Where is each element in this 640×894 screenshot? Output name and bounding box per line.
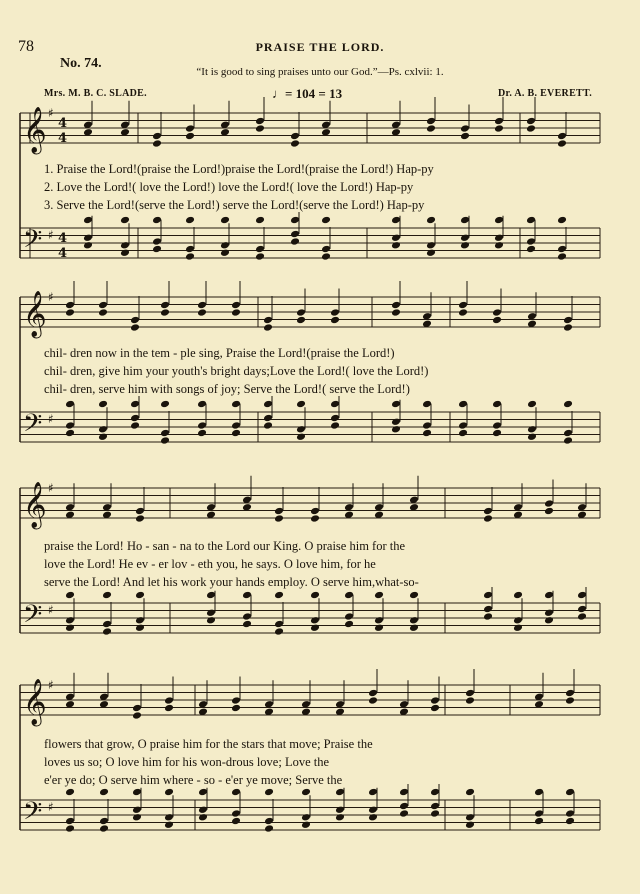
note-head <box>130 323 140 332</box>
note-head <box>296 308 306 317</box>
note-head <box>458 308 468 317</box>
note-head <box>465 689 475 698</box>
note-head <box>330 316 340 325</box>
note-head <box>492 316 502 325</box>
note-head <box>102 591 112 600</box>
note-head <box>255 216 265 225</box>
note-head <box>460 233 470 242</box>
note-head <box>83 233 93 242</box>
note-head <box>185 216 195 225</box>
note-head <box>274 514 284 523</box>
note-head <box>483 591 493 600</box>
treble-clef-icon: 𝄞 <box>23 482 47 528</box>
note-head <box>422 421 432 430</box>
time-signature: 4 <box>58 116 68 131</box>
note-head <box>391 308 401 317</box>
note-head <box>185 245 195 254</box>
note-head <box>197 301 207 310</box>
note-head <box>274 620 284 629</box>
sharp-icon: ♯ <box>48 290 54 304</box>
note-head <box>310 616 320 625</box>
note-head <box>65 429 75 438</box>
note-head <box>274 591 284 600</box>
note-head <box>65 308 75 317</box>
note-head <box>160 400 170 409</box>
note-head <box>132 711 142 720</box>
note-head <box>460 132 470 141</box>
note-head <box>492 429 502 438</box>
note-head <box>310 507 320 516</box>
note-head <box>220 216 230 225</box>
note-head <box>422 400 432 409</box>
note-head <box>231 421 241 430</box>
sharp-icon: ♯ <box>48 678 54 692</box>
note-head <box>263 414 273 423</box>
note-head <box>290 230 300 239</box>
note-head <box>458 429 468 438</box>
note-head <box>391 400 401 409</box>
bass-clef-icon: 𝄢 <box>23 600 43 635</box>
note-head <box>120 216 130 225</box>
note-head <box>274 507 284 516</box>
scripture-epigraph: “It is good to sing praises unto our God.”—Ps. cxlvii: 1. <box>196 66 444 78</box>
note-head <box>563 400 573 409</box>
note-head <box>296 316 306 325</box>
note-head <box>563 429 573 438</box>
note-head <box>458 301 468 310</box>
note-head <box>565 809 575 818</box>
note-head <box>330 400 340 409</box>
note-head <box>264 788 274 797</box>
note-head <box>135 623 145 632</box>
note-head <box>296 400 306 409</box>
note-head <box>577 612 587 621</box>
note-head <box>65 301 75 310</box>
note-head <box>430 704 440 713</box>
note-head <box>399 809 409 818</box>
note-head <box>263 421 273 430</box>
note-head <box>399 802 409 811</box>
note-head <box>99 817 109 826</box>
note-head <box>544 616 554 625</box>
note-head <box>310 623 320 632</box>
note-head <box>330 421 340 430</box>
note-head <box>220 248 230 257</box>
note-head <box>102 627 112 636</box>
note-head <box>460 124 470 133</box>
note-head <box>164 704 174 713</box>
note-head <box>197 429 207 438</box>
lyric-line-s1-v3: 3. Serve the Lord!(serve the Lord!) serve the Lord!(serve the Lord!) Hap-py <box>44 198 425 212</box>
sharp-icon: ♯ <box>48 603 54 617</box>
note-head <box>135 514 145 523</box>
note-head <box>255 124 265 133</box>
treble-clef-icon: 𝄞 <box>23 291 47 337</box>
note-head <box>198 813 208 822</box>
note-head <box>301 820 311 829</box>
note-head <box>335 813 345 822</box>
lyric-line-s4-v3: e'er ye do; O serve him where - so - e'er ye move; Serve the <box>44 773 343 787</box>
note-head <box>185 124 195 133</box>
note-head <box>426 117 436 126</box>
note-head <box>120 248 130 257</box>
note-head <box>135 507 145 516</box>
note-head <box>494 216 504 225</box>
note-head <box>577 591 587 600</box>
note-head <box>120 241 130 250</box>
note-head <box>483 605 493 614</box>
note-head <box>197 400 207 409</box>
note-head <box>563 323 573 332</box>
note-head <box>197 421 207 430</box>
note-head <box>374 616 384 625</box>
lyric-line-s2-v1: chil- dren now in the tem - ple sing, Praise the Lord!(praise the Lord!) <box>44 346 395 360</box>
note-head <box>231 817 241 826</box>
note-head <box>534 788 544 797</box>
note-head <box>231 809 241 818</box>
note-head <box>98 301 108 310</box>
note-head <box>310 514 320 523</box>
note-head <box>513 623 523 632</box>
note-head <box>409 623 419 632</box>
note-head <box>391 216 401 225</box>
note-head <box>483 507 493 516</box>
note-head <box>426 124 436 133</box>
note-head <box>544 507 554 516</box>
note-head <box>492 308 502 317</box>
note-head <box>492 400 502 409</box>
note-head <box>98 432 108 441</box>
note-head <box>242 620 252 629</box>
lyric-line-s4-v2: loves us so; O love him for his won-drous love; Love the <box>44 755 330 769</box>
note-head <box>135 616 145 625</box>
note-head <box>296 425 306 434</box>
note-head <box>185 132 195 141</box>
note-head <box>264 824 274 833</box>
note-head <box>231 696 241 705</box>
note-head <box>231 400 241 409</box>
note-head <box>231 301 241 310</box>
note-head <box>231 429 241 438</box>
lyric-line-s3-v3: serve the Lord! And let his work your hands employ. O serve him,what-so- <box>44 575 419 589</box>
note-head <box>99 824 109 833</box>
note-head <box>494 117 504 126</box>
note-head <box>65 824 75 833</box>
note-head <box>526 245 536 254</box>
note-head <box>290 139 300 148</box>
note-head <box>132 704 142 713</box>
note-head <box>494 124 504 133</box>
note-head <box>242 591 252 600</box>
note-head <box>422 429 432 438</box>
note-head <box>492 421 502 430</box>
quarter-note-icon: ♩ <box>272 86 285 101</box>
note-head <box>527 432 537 441</box>
note-head <box>557 132 567 141</box>
note-head <box>335 805 345 814</box>
note-head <box>102 620 112 629</box>
note-head <box>242 612 252 621</box>
note-head <box>130 414 140 423</box>
note-head <box>465 696 475 705</box>
bass-clef-icon: 𝄢 <box>23 409 43 444</box>
note-head <box>565 817 575 826</box>
note-head <box>368 813 378 822</box>
note-head <box>330 414 340 423</box>
note-head <box>483 514 493 523</box>
note-head <box>391 233 401 242</box>
note-head <box>65 817 75 826</box>
note-head <box>206 608 216 617</box>
note-head <box>65 421 75 430</box>
note-head <box>164 820 174 829</box>
note-head <box>483 612 493 621</box>
note-head <box>152 245 162 254</box>
note-head <box>231 788 241 797</box>
note-head <box>368 696 378 705</box>
sharp-icon: ♯ <box>48 800 54 814</box>
time-signature: 4 <box>58 131 68 146</box>
tempo-marking <box>272 86 342 102</box>
note-head <box>534 817 544 826</box>
note-head <box>160 436 170 445</box>
note-head <box>164 788 174 797</box>
lyric-line-s4-v1: flowers that grow, O praise him for the stars that move; Praise the <box>44 737 373 751</box>
note-head <box>368 689 378 698</box>
note-head <box>164 813 174 822</box>
note-head <box>152 132 162 141</box>
note-head <box>565 696 575 705</box>
sharp-icon: ♯ <box>48 412 54 426</box>
note-head <box>152 139 162 148</box>
note-head <box>198 805 208 814</box>
note-head <box>274 627 284 636</box>
note-head <box>344 620 354 629</box>
note-head <box>430 696 440 705</box>
note-head <box>391 241 401 250</box>
note-head <box>164 696 174 705</box>
note-head <box>301 813 311 822</box>
note-head <box>526 216 536 225</box>
note-head <box>374 623 384 632</box>
note-head <box>231 704 241 713</box>
note-head <box>409 591 419 600</box>
note-head <box>296 432 306 441</box>
note-head <box>577 605 587 614</box>
note-head <box>527 425 537 434</box>
hymn-number: No. 74. <box>60 56 102 71</box>
note-head <box>65 400 75 409</box>
note-head <box>526 117 536 126</box>
note-head <box>368 805 378 814</box>
note-head <box>426 248 436 257</box>
note-head <box>65 591 75 600</box>
note-head <box>557 252 567 261</box>
time-signature: 4 <box>58 231 68 246</box>
note-head <box>391 425 401 434</box>
note-head <box>160 308 170 317</box>
note-head <box>255 252 265 261</box>
note-head <box>426 241 436 250</box>
bass-clef-icon: 𝄢 <box>23 225 43 260</box>
note-head <box>321 245 331 254</box>
note-head <box>563 436 573 445</box>
note-head <box>557 245 567 254</box>
note-head <box>185 252 195 261</box>
note-head <box>544 591 554 600</box>
lyricist-credit: Mrs. M. B. C. SLADE. <box>44 88 147 99</box>
note-head <box>152 216 162 225</box>
sharp-icon: ♯ <box>48 106 54 120</box>
note-head <box>290 237 300 246</box>
hymn-title: PRAISE THE LORD. <box>255 40 385 54</box>
note-head <box>98 308 108 317</box>
note-head <box>465 788 475 797</box>
note-head <box>458 400 468 409</box>
note-head <box>344 612 354 621</box>
composer-credit: Dr. A. B. EVERETT. <box>498 88 593 99</box>
note-head <box>132 788 142 797</box>
tempo-value: = 104 = 13 <box>285 86 343 101</box>
note-head <box>99 788 109 797</box>
note-head <box>399 788 409 797</box>
time-signature: 4 <box>58 246 68 261</box>
note-head <box>130 316 140 325</box>
note-head <box>65 616 75 625</box>
note-head <box>544 499 554 508</box>
note-head <box>206 616 216 625</box>
note-head <box>544 608 554 617</box>
note-head <box>460 216 470 225</box>
note-head <box>310 591 320 600</box>
note-head <box>494 241 504 250</box>
sharp-icon: ♯ <box>48 228 54 242</box>
note-head <box>231 308 241 317</box>
note-head <box>335 788 345 797</box>
note-head <box>391 301 401 310</box>
note-head <box>132 805 142 814</box>
note-head <box>255 245 265 254</box>
note-head <box>557 139 567 148</box>
note-head <box>263 316 273 325</box>
note-head <box>83 216 93 225</box>
note-head <box>98 425 108 434</box>
note-head <box>563 316 573 325</box>
note-head <box>565 788 575 797</box>
note-head <box>426 216 436 225</box>
lyric-line-s3-v1: praise the Lord! Ho - san - na to the Lord our King. O praise him for the <box>44 539 406 553</box>
lyric-line-s1-v2: 2. Love the Lord!( love the Lord!) love the Lord!( love the Lord!) Hap-py <box>44 180 414 194</box>
note-head <box>513 616 523 625</box>
lyric-line-s3-v2: love the Lord! He ev - er lov - eth you, he says. O love him, for he <box>44 557 376 571</box>
lyric-line-s1-v1: 1. Praise the Lord!(praise the Lord!)praise the Lord!(praise the Lord!) Hap-py <box>44 162 434 176</box>
note-head <box>65 788 75 797</box>
note-head <box>565 689 575 698</box>
note-head <box>526 124 536 133</box>
note-head <box>98 400 108 409</box>
note-head <box>321 216 331 225</box>
sharp-icon: ♯ <box>48 481 54 495</box>
lyric-line-s2-v2: chil- dren, give him your youth's bright days;Love the Lord!( love the Lord!) <box>44 364 429 378</box>
note-head <box>130 400 140 409</box>
note-head <box>135 591 145 600</box>
note-head <box>344 591 354 600</box>
note-head <box>290 216 300 225</box>
note-head <box>430 809 440 818</box>
note-head <box>465 813 475 822</box>
note-head <box>557 216 567 225</box>
note-head <box>513 591 523 600</box>
note-head <box>197 308 207 317</box>
note-head <box>83 241 93 250</box>
note-head <box>430 802 440 811</box>
note-head <box>374 591 384 600</box>
note-head <box>206 591 216 600</box>
note-head <box>264 817 274 826</box>
note-head <box>526 237 536 246</box>
note-head <box>263 323 273 332</box>
note-head <box>460 241 470 250</box>
note-head <box>430 788 440 797</box>
note-head <box>321 252 331 261</box>
lyric-line-s2-v3: chil- dren, serve him with songs of joy; Serve the Lord!( serve the Lord!) <box>44 382 410 396</box>
bass-clef-icon: 𝄢 <box>23 797 43 832</box>
treble-clef-icon: 𝄞 <box>23 107 47 153</box>
note-head <box>152 237 162 246</box>
note-head <box>220 241 230 250</box>
note-head <box>132 813 142 822</box>
note-head <box>160 301 170 310</box>
note-head <box>301 788 311 797</box>
note-head <box>160 429 170 438</box>
note-head <box>534 809 544 818</box>
note-head <box>290 132 300 141</box>
note-head <box>65 623 75 632</box>
note-head <box>391 417 401 426</box>
note-head <box>255 117 265 126</box>
note-head <box>527 400 537 409</box>
note-head <box>409 616 419 625</box>
note-head <box>263 400 273 409</box>
note-head <box>465 820 475 829</box>
note-head <box>494 233 504 242</box>
treble-clef-icon: 𝄞 <box>23 679 47 725</box>
note-head <box>130 421 140 430</box>
note-head <box>198 788 208 797</box>
page-number: 78 <box>18 38 34 55</box>
note-head <box>368 788 378 797</box>
note-head <box>330 308 340 317</box>
note-head <box>458 421 468 430</box>
